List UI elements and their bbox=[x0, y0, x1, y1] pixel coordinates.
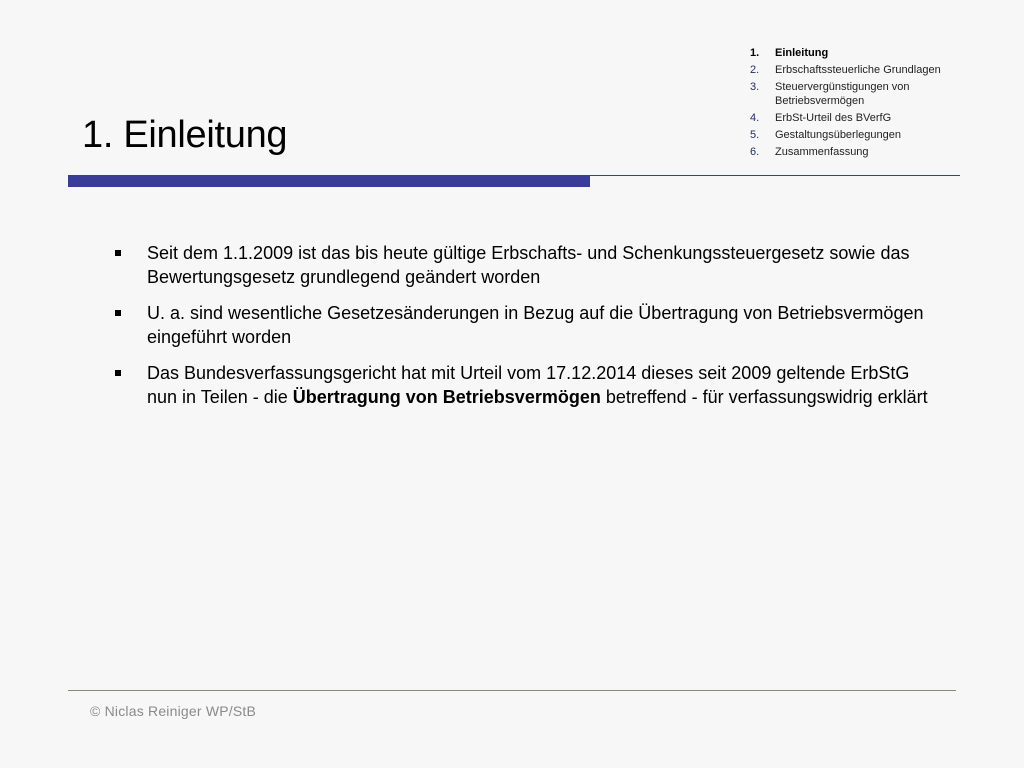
toc-item-3 bbox=[750, 80, 970, 108]
toc-item-number: 5. bbox=[750, 129, 760, 141]
bullet-text: U. a. sind wesentliche Gesetzesänderungen in Bezug auf die Übertragung von Betriebsvermögen eingeführt worden bbox=[147, 303, 924, 347]
square-bullet-icon bbox=[115, 370, 121, 376]
toc-item-label: Erbschaftssteuerliche Grundlagen bbox=[775, 64, 941, 76]
bullet-text: Seit dem 1.1.2009 ist das bis heute gültige Erbschafts- und Schenkungssteuergesetz sowie das Bewertungsgesetz grundlegend geändert worden bbox=[147, 243, 910, 287]
toc-item-label: Einleitung bbox=[775, 47, 829, 59]
title-divider-line bbox=[590, 175, 960, 176]
bullet-text-after: betreffend - für verfassungswidrig erklärt bbox=[600, 387, 928, 407]
footer-copyright: © Niclas Reiniger WP/StB bbox=[90, 703, 257, 719]
toc-item-4 bbox=[750, 111, 970, 125]
toc-item-number: 2. bbox=[750, 64, 760, 76]
bullet-item-3 bbox=[110, 361, 930, 409]
square-bullet-icon bbox=[115, 250, 121, 256]
slide-title: 1. Einleitung bbox=[82, 114, 288, 156]
title-accent-bar bbox=[68, 175, 590, 187]
toc-item-number: 3. bbox=[750, 81, 760, 93]
toc-item-2 bbox=[750, 63, 970, 77]
bullet-text-before: Das Bundesverfassungsgericht hat mit Urteil vom 17.12.2014 dieses seit 2009 geltende ErbStG nun in Teilen - die bbox=[147, 363, 910, 407]
toc-item-label: Gestaltungsüberlegungen bbox=[775, 129, 901, 141]
toc-item-1 bbox=[750, 46, 970, 60]
bullet-text-bold: Übertragung von Betriebsvermögen bbox=[292, 387, 601, 407]
toc-item-label: Zusammenfassung bbox=[775, 146, 869, 158]
toc-item-6 bbox=[750, 145, 970, 159]
toc-item-5 bbox=[750, 128, 970, 142]
toc-item-label: Steuervergünstigungen von Betriebsvermögen bbox=[775, 81, 910, 107]
bullet-item-2 bbox=[110, 301, 930, 349]
footer-divider-line bbox=[68, 690, 956, 691]
toc-item-number: 6. bbox=[750, 146, 760, 158]
toc-item-number: 4. bbox=[750, 112, 760, 124]
bullet-item-1 bbox=[110, 241, 930, 289]
toc-item-number: 1. bbox=[750, 47, 760, 59]
toc-item-label: ErbSt-Urteil des BVerfG bbox=[775, 112, 892, 124]
bullet-list bbox=[110, 241, 930, 421]
table-of-contents bbox=[750, 46, 970, 162]
square-bullet-icon bbox=[115, 310, 121, 316]
